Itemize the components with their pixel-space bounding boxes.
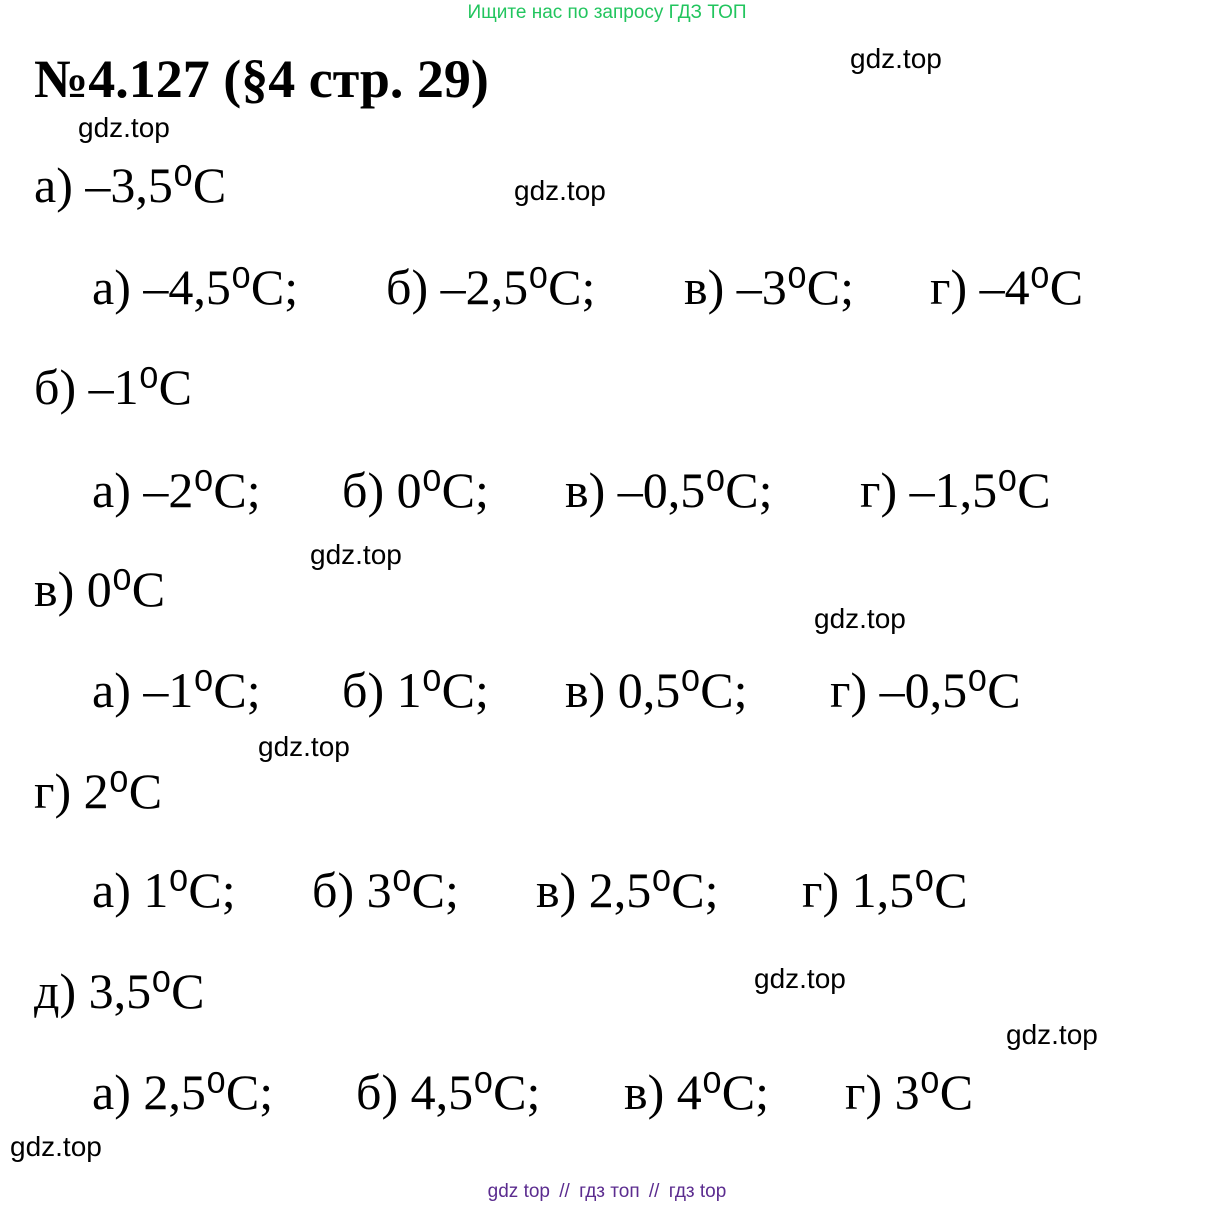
footer-link-gdz-top[interactable]: gdz top: [487, 1181, 550, 1202]
footer-separator: //: [648, 1181, 660, 1202]
part-b-option-v: в) –0,5⁰С;: [565, 462, 773, 518]
part-a-option-g: г) –4⁰С: [930, 259, 1084, 315]
footer-separator: //: [559, 1181, 570, 1202]
part-d-option-g: г) 3⁰С: [845, 1064, 974, 1120]
part-v-option-a: а) –1⁰С;: [92, 662, 261, 718]
watermark: gdz.top: [310, 539, 402, 570]
part-a-option-a: а) –4,5⁰С;: [92, 259, 299, 315]
part-v-option-b: б) 1⁰С;: [342, 662, 489, 718]
part-a-option-b: б) –2,5⁰С;: [386, 259, 596, 315]
part-g-option-g: г) 1,5⁰С: [802, 862, 968, 918]
part-d-option-a: а) 2,5⁰С;: [92, 1064, 274, 1120]
watermark: gdz.top: [850, 43, 942, 74]
part-g-option-b: б) 3⁰С;: [312, 862, 459, 918]
part-a-label: а) –3,5⁰С: [34, 157, 227, 213]
part-b-option-g: г) –1,5⁰С: [860, 462, 1051, 518]
part-b-label: б) –1⁰С: [34, 359, 192, 415]
watermark: gdz.top: [514, 175, 606, 206]
footer-links: [0, 1181, 1214, 1203]
watermark: gdz.top: [814, 603, 906, 634]
part-v-label: в) 0⁰С: [34, 561, 166, 617]
part-d-option-v: в) 4⁰С;: [624, 1064, 770, 1120]
part-d-option-b: б) 4,5⁰С;: [356, 1064, 541, 1120]
part-a-option-v: в) –3⁰С;: [684, 259, 855, 315]
watermark: gdz.top: [1006, 1019, 1098, 1050]
part-b-option-a: а) –2⁰С;: [92, 462, 261, 518]
search-hint-banner: Ищите нас по запросу ГДЗ ТОП: [467, 2, 747, 23]
part-g-label: г) 2⁰С: [34, 763, 163, 819]
part-g-option-v: в) 2,5⁰С;: [536, 862, 719, 918]
part-g-option-a: а) 1⁰С;: [92, 862, 236, 918]
footer-link-gdz-top-cyrillic[interactable]: гдз топ: [579, 1181, 640, 1202]
watermark: gdz.top: [754, 963, 846, 994]
part-d-label: д) 3,5⁰С: [34, 963, 205, 1019]
watermark: gdz.top: [258, 731, 350, 762]
footer-link-gdz-top-mixed[interactable]: гдз top: [668, 1181, 727, 1202]
exercise-title: №4.127 (§4 стр. 29): [34, 49, 489, 109]
part-v-option-g: г) –0,5⁰С: [830, 662, 1021, 718]
watermark: gdz.top: [78, 112, 170, 143]
part-b-option-b: б) 0⁰С;: [342, 462, 489, 518]
part-v-option-v: в) 0,5⁰С;: [565, 662, 748, 718]
watermark: gdz.top: [10, 1131, 102, 1162]
